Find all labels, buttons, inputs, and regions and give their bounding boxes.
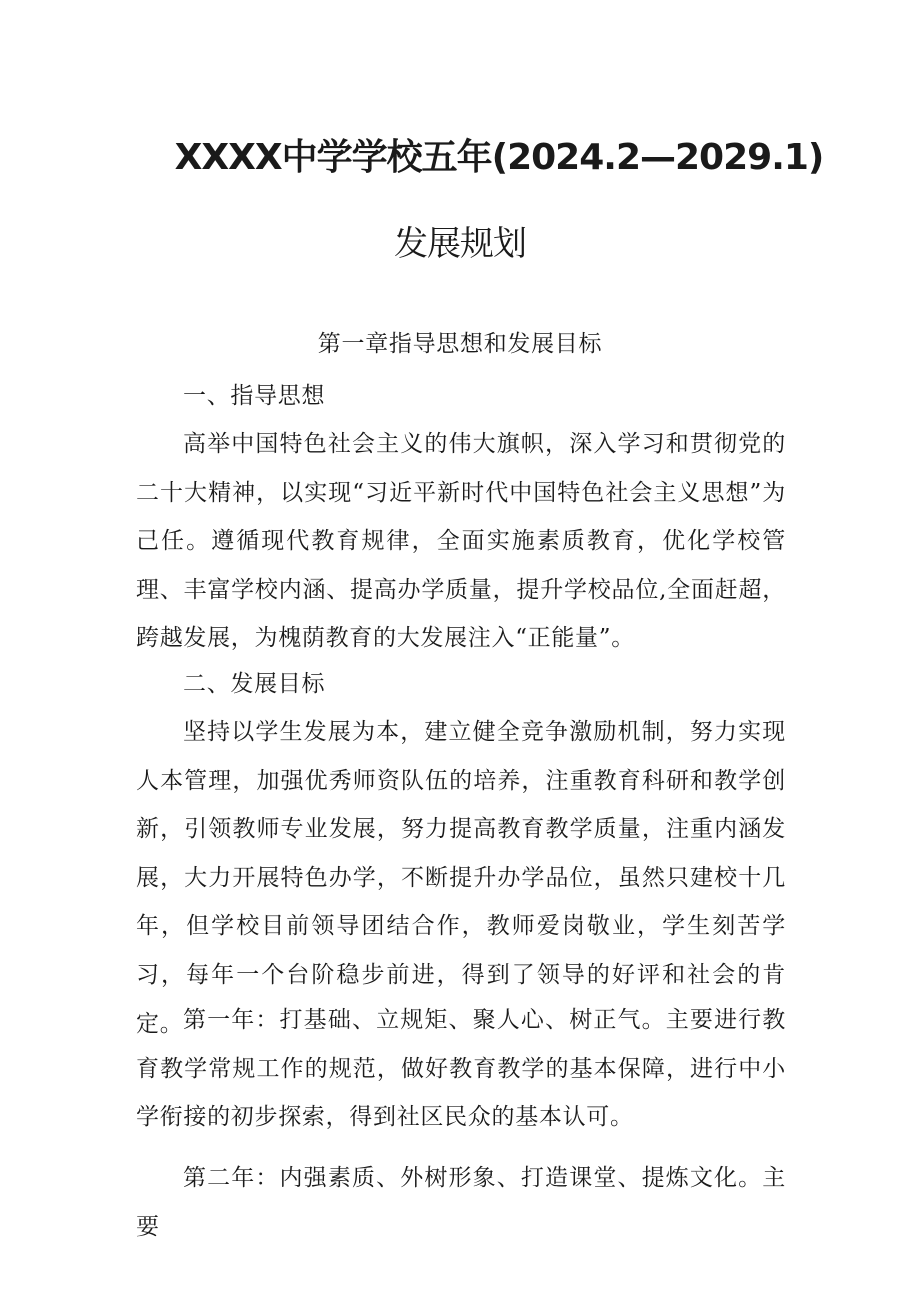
chapter-heading: 第一章指导思想和发展目标 bbox=[317, 331, 603, 357]
paragraph-first-year: 第一年：打基础、立规矩、聚人心、树正气。主要进行教育教学常规工作的规范，做好教育教学的基本保障，进行中小学衔接的初步探索，得到社区民众的基本认可。 bbox=[136, 1007, 786, 1131]
document-subtitle: 发展规划 bbox=[394, 224, 526, 264]
document-title: XXXX中学学校五年(2024.2—2029.1) bbox=[174, 137, 824, 178]
paragraph-guiding-ideology: 高举中国特色社会主义的伟大旗帜，深入学习和贯彻党的二十大精神，以实现“习近平新时代中国特色社会主义思想”为己任。遵循现代教育规律，全面实施素质教育，优化学校管理、丰富学校内涵、提高办学质量，提升学校品位,全面赶超，跨越发展，为槐荫教育的大发展注入“正能量”。 bbox=[136, 431, 786, 652]
section-heading-development-goals: 二、发展目标 bbox=[183, 671, 326, 697]
paragraph-development-goals: 坚持以学生发展为本，建立健全竞争激励机制，努力实现人本管理，加强优秀师资队伍的培养，注重教育科研和教学创新，引领教师专业发展，努力提高教育教学质量，注重内涵发展，大力开展特色办学，不断提升办学品位，虽然只建校十几年，但学校目前领导团结合作，教师爱岗敬业，学生刻苦学习，每年一个台阶稳步前进，得到了领导的好评和社会的肯定。 bbox=[136, 719, 786, 1037]
section-heading-guiding-ideology: 一、指导思想 bbox=[183, 383, 326, 409]
paragraph-second-year: 第二年：内强素质、外树形象、打造课堂、提炼文化。主要 bbox=[136, 1165, 786, 1240]
